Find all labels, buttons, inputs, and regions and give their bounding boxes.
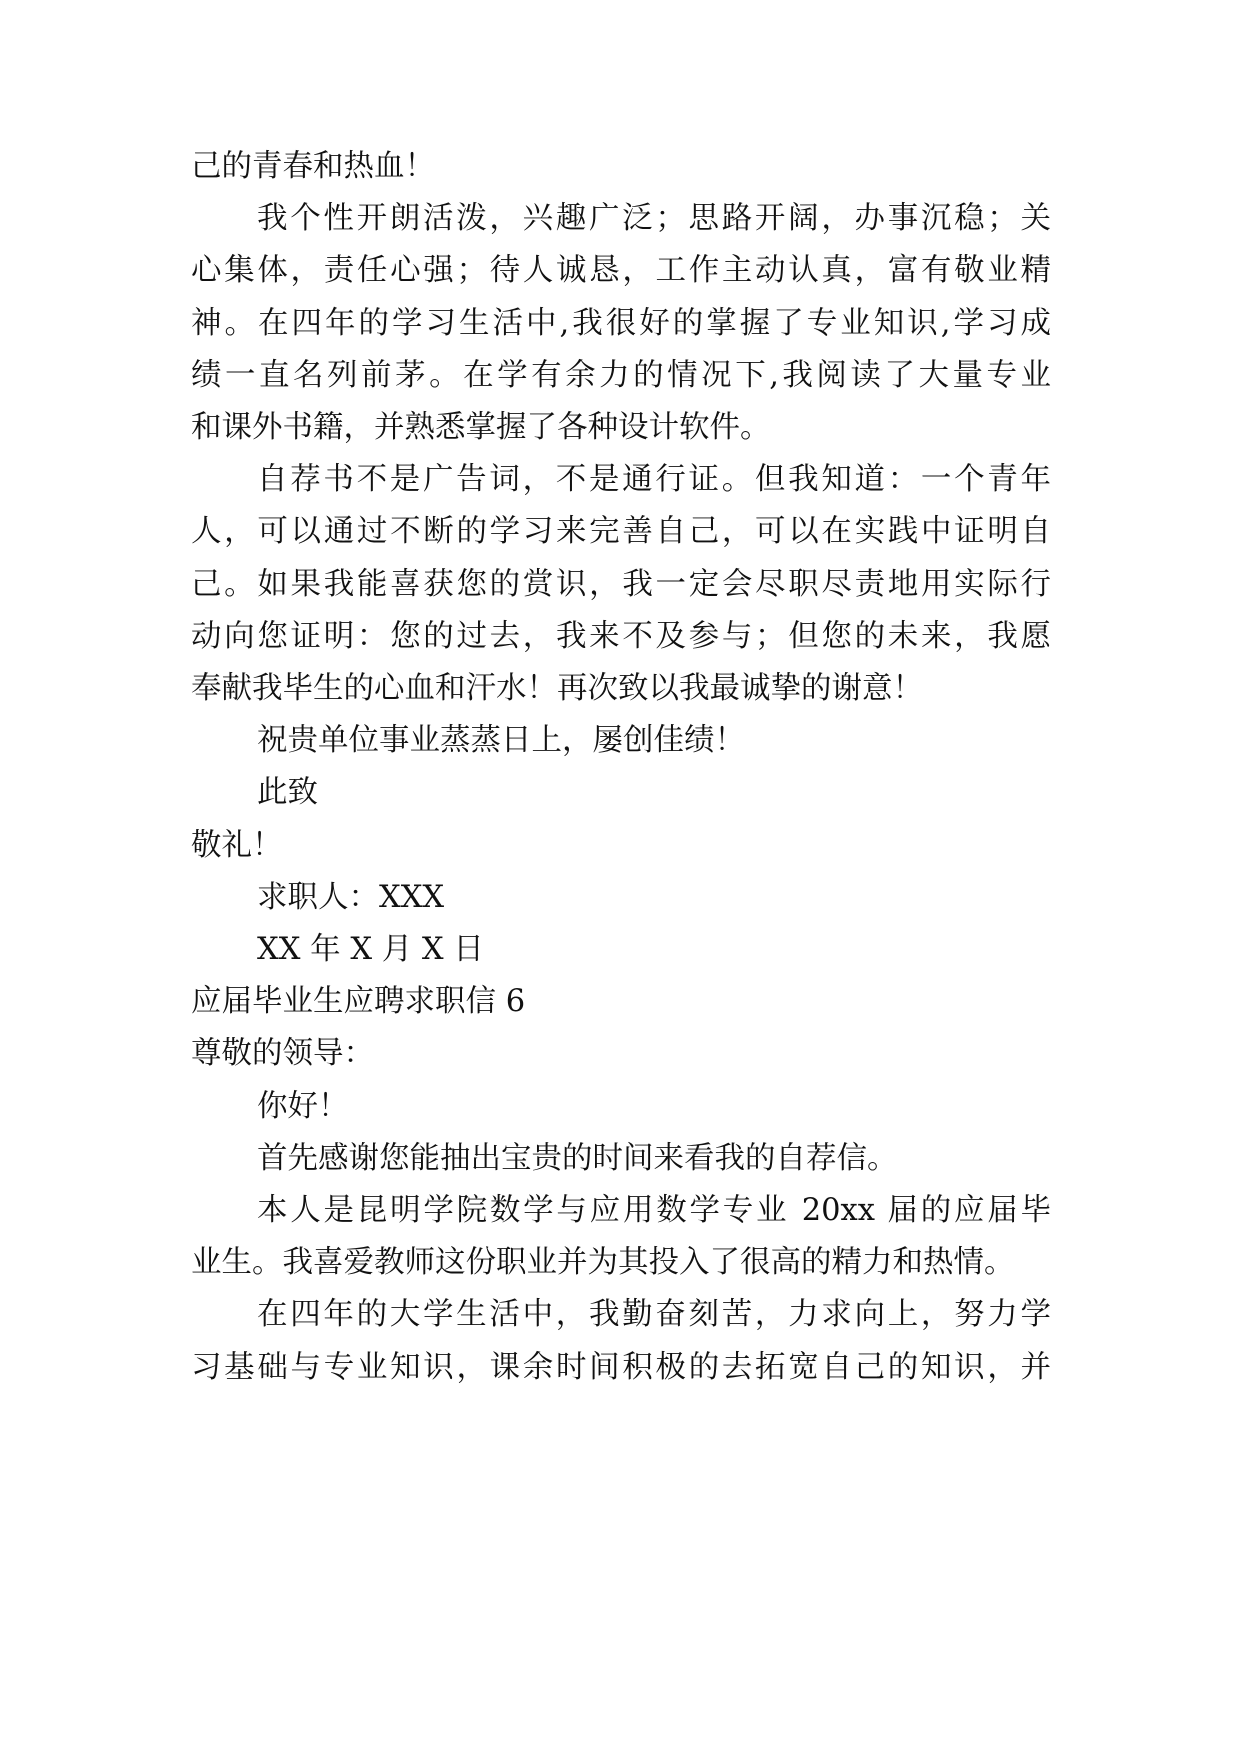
- paragraph-line: 绩一直名列前茅。在学有余力的情况下,我阅读了大量专业: [191, 358, 1051, 393]
- paragraph-line: 自荐书不是广告词，不是通行证。但我知道：一个青年: [257, 462, 1051, 497]
- section-heading: 应届毕业生应聘求职信 6: [191, 984, 526, 1019]
- paragraph-line: 奉献我毕生的心血和汗水！再次致以我最诚挚的谢意！: [191, 671, 923, 706]
- text-line: 己的青春和热血！: [191, 149, 435, 184]
- paragraph-line: 首先感谢您能抽出宝贵的时间来看我的自荐信。: [257, 1141, 898, 1176]
- paragraph-line: 我个性开朗活泼，兴趣广泛；思路开阔，办事沉稳；关: [257, 201, 1051, 236]
- signature-date: XX 年 X 月 X 日: [257, 932, 484, 967]
- salutation-regards: 敬礼！: [191, 828, 283, 863]
- paragraph-line: 业生。我喜爱教师这份职业并为其投入了很高的精力和热情。: [191, 1245, 1015, 1280]
- paragraph-line: 神。在四年的学习生活中,我很好的掌握了专业知识,学习成: [191, 306, 1051, 341]
- paragraph-line: 动向您证明：您的过去，我来不及参与；但您的未来，我愿: [191, 619, 1051, 654]
- letter-greeting: 尊敬的领导：: [191, 1036, 374, 1071]
- paragraph-line: 在四年的大学生活中，我勤奋刻苦，力求向上，努力学: [257, 1297, 1051, 1332]
- paragraph-line: 本人是昆明学院数学与应用数学专业 20xx 届的应届毕: [257, 1193, 1051, 1228]
- paragraph-line: 和课外书籍，并熟悉掌握了各种设计软件。: [191, 410, 771, 445]
- signature-applicant: 求职人：XXX: [257, 880, 445, 915]
- salutation-closing: 此致: [257, 775, 318, 810]
- paragraph-line: 习基础与专业知识，课余时间积极的去拓宽自己的知识，并: [191, 1350, 1051, 1385]
- paragraph-line: 人，可以通过不断的学习来完善自己，可以在实践中证明自: [191, 514, 1051, 549]
- paragraph-line: 心集体，责任心强；待人诚恳，工作主动认真，富有敬业精: [191, 253, 1051, 288]
- closing-wish: 祝贵单位事业蒸蒸日上，屡创佳绩！: [257, 723, 745, 758]
- paragraph-line: 己。如果我能喜获您的赏识，我一定会尽职尽责地用实际行: [191, 567, 1051, 602]
- letter-hello: 你好！: [257, 1089, 349, 1124]
